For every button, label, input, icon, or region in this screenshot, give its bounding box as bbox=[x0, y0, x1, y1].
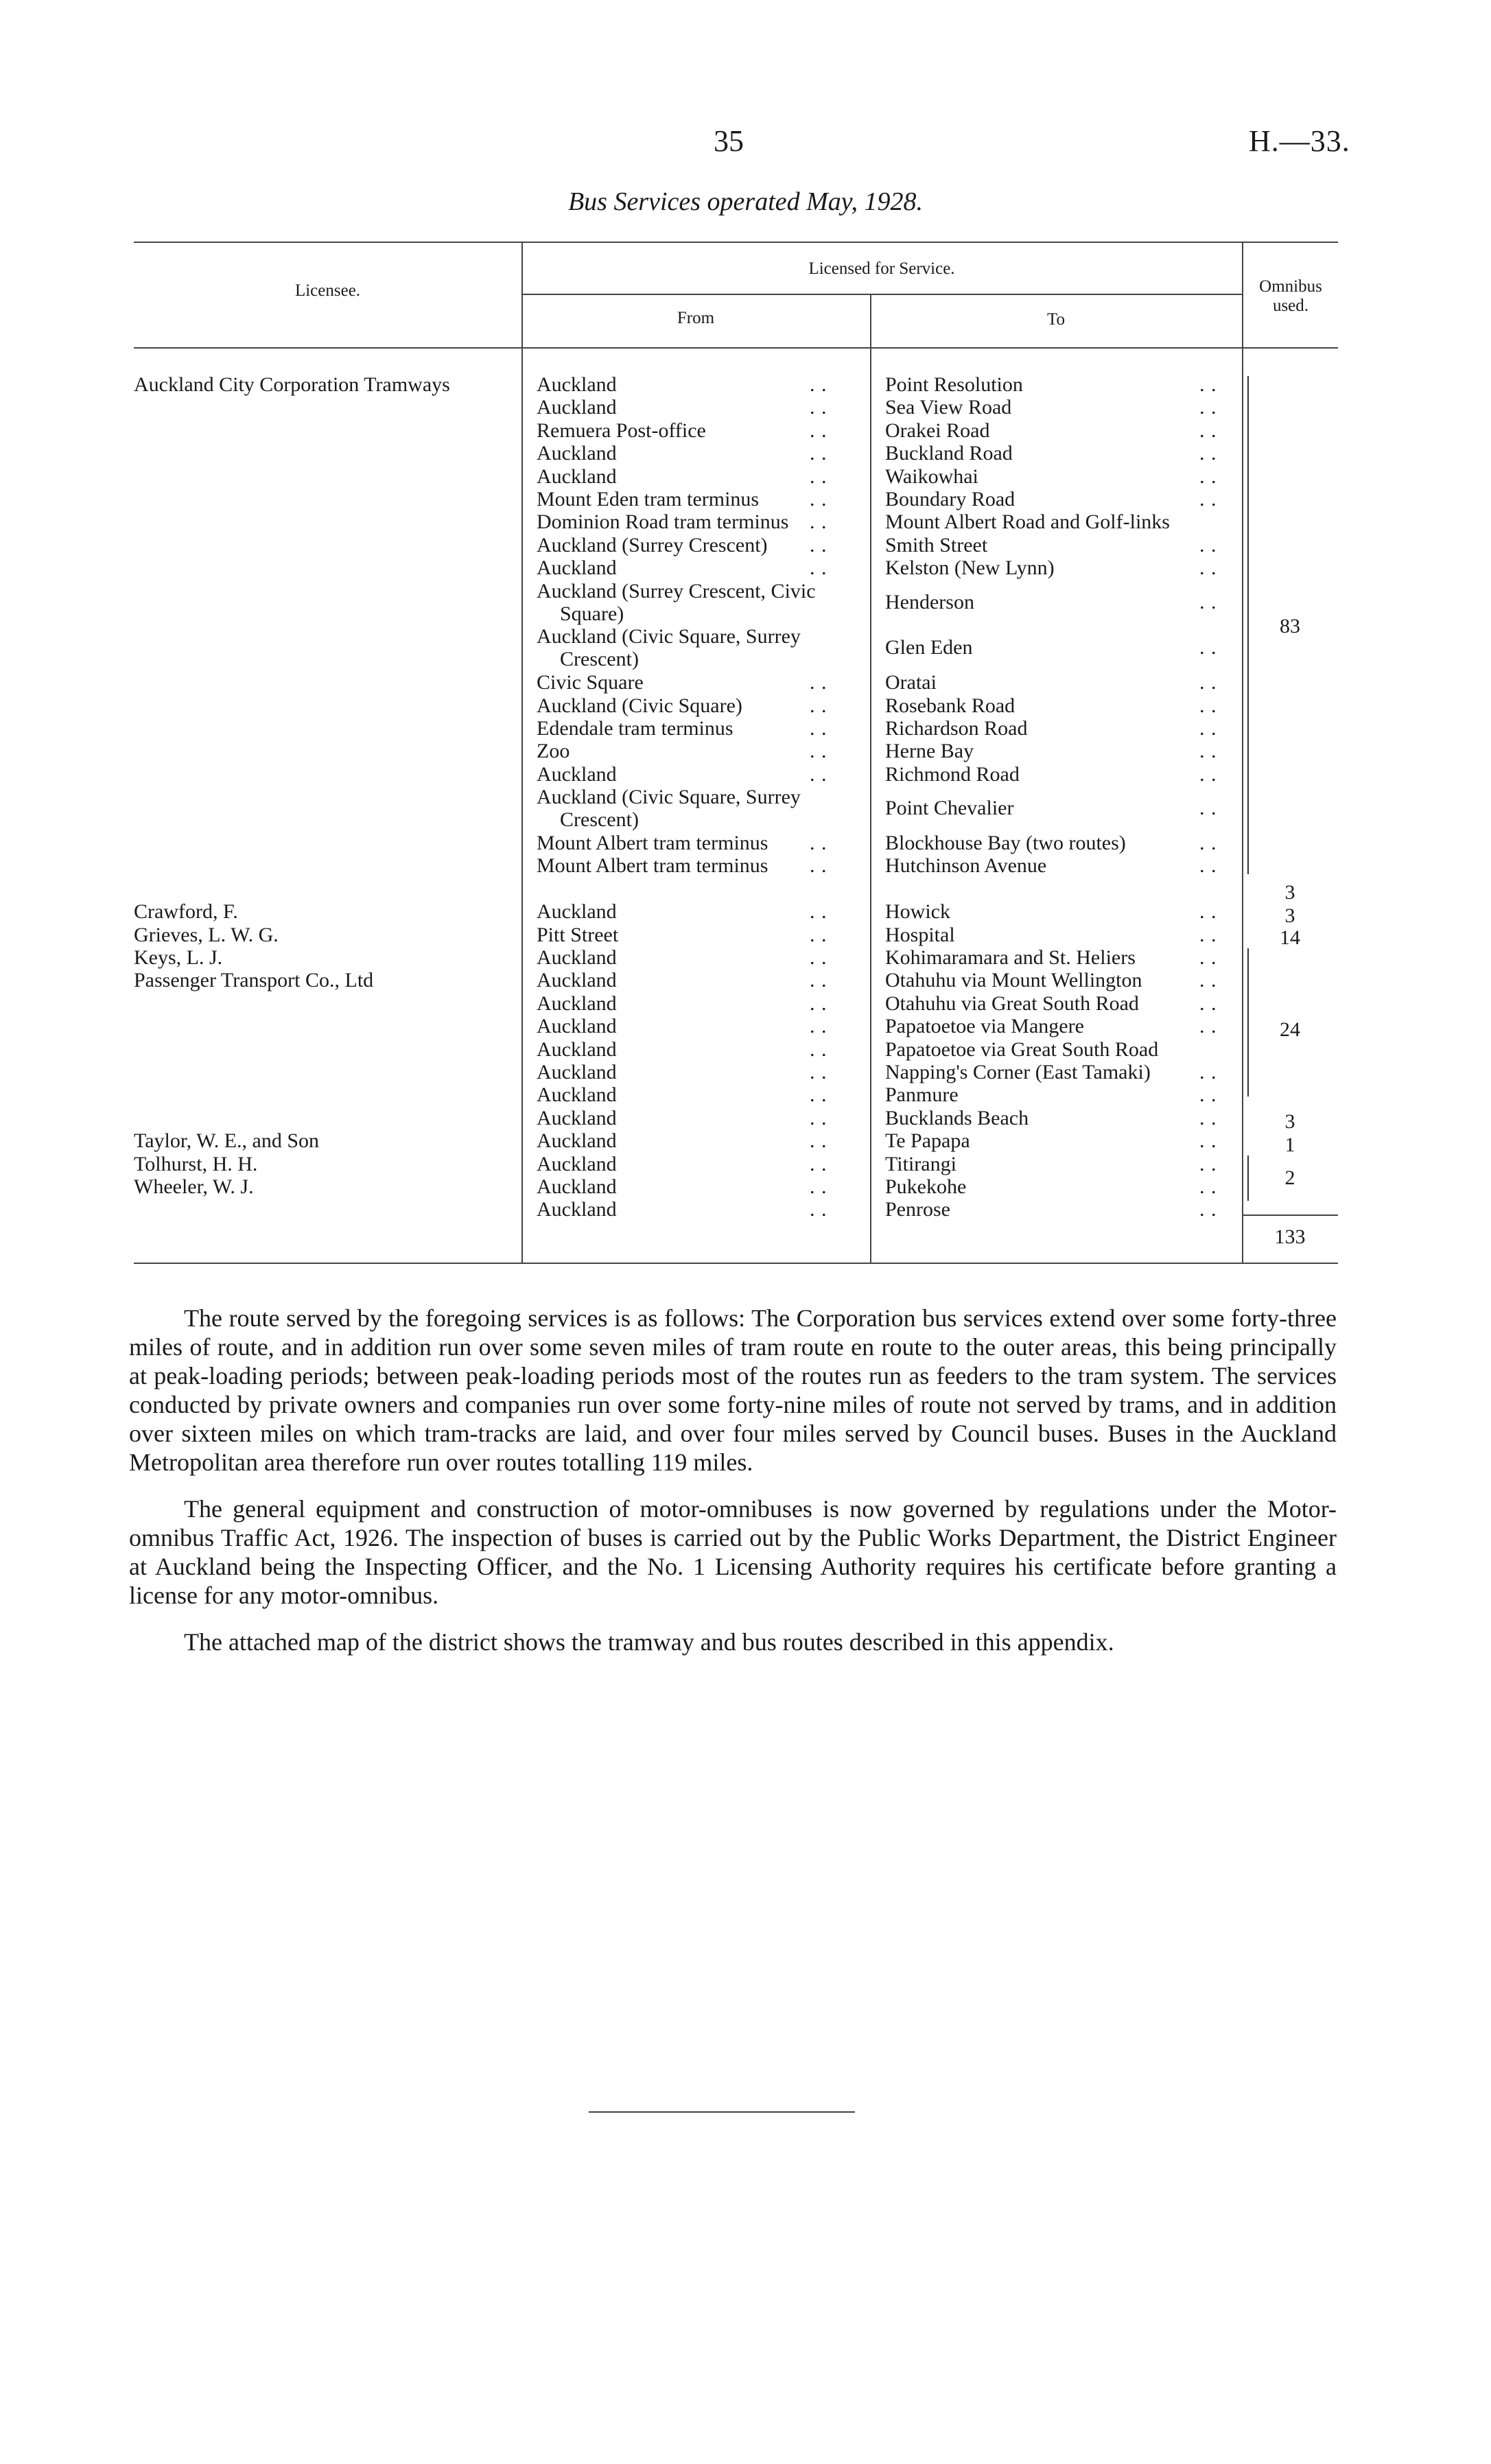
leader-dots: . . bbox=[810, 1083, 827, 1106]
to-cell: Oratai bbox=[885, 671, 937, 694]
page-number: 35 bbox=[714, 124, 744, 158]
leader-dots: . . bbox=[810, 1107, 827, 1129]
leader-dots: . . bbox=[1199, 1061, 1217, 1083]
leader-dots: . . bbox=[1199, 636, 1217, 659]
leader-dots: . . bbox=[1199, 694, 1217, 717]
leader-dots: . . bbox=[810, 396, 827, 419]
leader-dots: . . bbox=[1199, 969, 1217, 992]
to-cell: Sea View Road bbox=[885, 396, 1012, 419]
to-cell: Papatoetoe via Mangere bbox=[885, 1015, 1084, 1037]
count-total: 133 bbox=[1274, 1225, 1306, 1248]
leader-dots: . . bbox=[1199, 717, 1217, 740]
leader-dots: . . bbox=[1199, 1107, 1217, 1129]
leader-dots: . . bbox=[810, 694, 827, 717]
count-wheeler: 2 bbox=[1284, 1166, 1295, 1189]
header-bottom-rule bbox=[134, 347, 1338, 349]
to-cell: Kelston (New Lynn) bbox=[885, 556, 1055, 579]
licensed-for-service-rule bbox=[521, 294, 1242, 295]
to-cell: Kohimaramara and St. Heliers bbox=[885, 946, 1136, 969]
to-cell: Bucklands Beach bbox=[885, 1107, 1029, 1129]
leader-dots: . . bbox=[810, 534, 827, 556]
leader-dots: . . bbox=[810, 946, 827, 969]
paragraph-equipment: The general equipment and construction of motor-omnibuses is now governed by regulations under the Motor-omnibus Traffic Act, 1926. The inspection of buses is carried out by the Public Works Department, the District Engineer at Auckland being the Inspecting Officer, and the No. 1 Licensing Authority requires his certificate before granting a license for any motor-omnibus. bbox=[129, 1495, 1337, 1609]
leader-dots: . . bbox=[1199, 924, 1217, 946]
from-cell: Mount Eden tram terminus bbox=[537, 488, 760, 511]
to-cell: Smith Street bbox=[885, 534, 988, 556]
leader-dots: . . bbox=[810, 671, 827, 694]
from-cell: Auckland bbox=[537, 1015, 617, 1037]
leader-dots: . . bbox=[1199, 488, 1217, 511]
header-from: From bbox=[677, 309, 715, 327]
from-cell: Auckland bbox=[537, 946, 617, 969]
licensee-cell: Crawford, F. bbox=[134, 900, 238, 923]
leader-dots: . . bbox=[1199, 797, 1217, 819]
from-cell: Mount Albert tram terminus bbox=[537, 832, 768, 854]
document-reference: H.—33. bbox=[1249, 124, 1350, 158]
leader-dots: . . bbox=[810, 740, 827, 762]
leader-dots: . . bbox=[810, 924, 827, 946]
from-cell: Auckland bbox=[537, 969, 617, 992]
from-cell: Auckland bbox=[537, 442, 617, 465]
leader-dots: . . bbox=[1199, 1175, 1217, 1198]
to-cell: Blockhouse Bay (two routes) bbox=[885, 832, 1126, 854]
leader-dots: . . bbox=[810, 373, 827, 396]
leader-dots: . . bbox=[810, 1129, 827, 1152]
leader-dots: . . bbox=[810, 900, 827, 923]
count-tolhurst: 1 bbox=[1284, 1134, 1295, 1156]
licensee-cell: Keys, L. J. bbox=[134, 946, 223, 969]
licensee-cell: Taylor, W. E., and Son bbox=[134, 1129, 320, 1152]
table-top-rule bbox=[134, 242, 1338, 243]
from-cell: Dominion Road tram terminus bbox=[537, 511, 789, 533]
to-cell: Hutchinson Avenue bbox=[885, 854, 1047, 877]
licensee-cell: Wheeler, W. J. bbox=[134, 1175, 254, 1198]
leader-dots: . . bbox=[1199, 671, 1217, 694]
from-cell: Zoo bbox=[537, 740, 570, 762]
leader-dots: . . bbox=[1199, 373, 1217, 396]
from-cell: Auckland (Civic Square, Surrey Crescent) bbox=[537, 625, 801, 670]
leader-dots: . . bbox=[1199, 465, 1217, 488]
to-cell: Napping's Corner (East Tamaki) bbox=[885, 1061, 1151, 1083]
licensee-cell: Auckland City Corporation Tramways bbox=[134, 373, 450, 396]
leader-dots: . . bbox=[1199, 419, 1217, 442]
licensee-cell: Passenger Transport Co., Ltd bbox=[134, 969, 374, 992]
paragraph-routes: The route served by the foregoing services is as follows: The Corporation bus services extend over some forty-three miles of route, and in addition run over some seven miles of tram route en route to the outer areas, this being principally at peak-loading periods; between peak-loading periods most of the routes run as feeders to the tram system. The services conducted by private owners and companies run over some forty-nine miles of route not served by trams, and in addition over sixteen miles on which tram-tracks are laid, and over four miles served by Council buses. Buses in the Auckland Metropolitan area therefore run over routes totalling 119 miles. bbox=[129, 1304, 1337, 1476]
leader-dots: . . bbox=[1199, 992, 1217, 1015]
leader-dots: . . bbox=[810, 832, 827, 854]
leader-dots: . . bbox=[810, 1015, 827, 1037]
leader-dots: . . bbox=[810, 1038, 827, 1061]
leader-dots: . . bbox=[810, 1153, 827, 1175]
leader-dots: . . bbox=[1199, 946, 1217, 969]
count-keys: 14 bbox=[1280, 926, 1300, 949]
leader-dots: . . bbox=[1199, 591, 1217, 613]
leader-dots: . . bbox=[1199, 900, 1217, 923]
to-cell: Mount Albert Road and Golf-links bbox=[885, 511, 1170, 533]
leader-dots: . . bbox=[1199, 1083, 1217, 1106]
leader-dots: . . bbox=[1199, 854, 1217, 877]
from-cell: Pitt Street bbox=[537, 924, 619, 946]
leader-dots: . . bbox=[810, 465, 827, 488]
from-cell: Auckland (Surrey Crescent, Civic Square) bbox=[537, 580, 816, 625]
leader-dots: . . bbox=[1199, 832, 1217, 854]
leader-dots: . . bbox=[810, 442, 827, 465]
from-cell: Auckland bbox=[537, 465, 617, 488]
licensee-cell: Grieves, L. W. G. bbox=[134, 924, 279, 946]
leader-dots: . . bbox=[810, 556, 827, 579]
leader-dots: . . bbox=[810, 1061, 827, 1083]
from-cell: Civic Square bbox=[537, 671, 644, 694]
leader-dots: . . bbox=[1199, 1015, 1217, 1037]
from-cell: Auckland bbox=[537, 992, 617, 1015]
leader-dots: . . bbox=[1199, 442, 1217, 465]
header-to: To bbox=[1046, 310, 1066, 329]
from-cell: Auckland bbox=[537, 373, 617, 396]
to-cell: Glen Eden bbox=[885, 636, 973, 659]
from-cell: Auckland bbox=[537, 1038, 617, 1061]
table-caption: Bus Services operated May, 1928. bbox=[567, 187, 924, 216]
leader-dots: . . bbox=[1199, 1153, 1217, 1175]
from-cell: Remuera Post-office bbox=[537, 419, 706, 442]
count-passenger-transport: 24 bbox=[1280, 1018, 1300, 1041]
total-rule bbox=[1243, 1215, 1338, 1216]
to-cell: Titirangi bbox=[885, 1153, 956, 1175]
to-cell: Panmure bbox=[885, 1083, 959, 1106]
leader-dots: . . bbox=[810, 1175, 827, 1198]
leader-dots: . . bbox=[810, 511, 827, 533]
to-cell: Henderson bbox=[885, 591, 974, 613]
leader-dots: . . bbox=[1199, 556, 1217, 579]
to-cell: Pukekohe bbox=[885, 1175, 967, 1198]
to-cell: Otahuhu via Great South Road bbox=[885, 992, 1139, 1015]
from-cell: Auckland (Civic Square) bbox=[537, 694, 742, 717]
from-cell: Auckland bbox=[537, 396, 617, 419]
from-cell: Auckland bbox=[537, 1198, 617, 1221]
from-cell: Auckland (Civic Square, Surrey Crescent) bbox=[537, 786, 801, 831]
from-cell: Auckland bbox=[537, 900, 617, 923]
from-cell: Auckland bbox=[537, 1175, 617, 1198]
to-cell: Orakei Road bbox=[885, 419, 990, 442]
leader-dots: . . bbox=[1199, 1198, 1217, 1221]
to-cell: Te Papapa bbox=[885, 1129, 970, 1152]
from-cell: Auckland bbox=[537, 1153, 617, 1175]
from-column-divider bbox=[521, 242, 523, 1263]
leader-dots: . . bbox=[1199, 534, 1217, 556]
omnibus-column-divider bbox=[1242, 242, 1243, 1263]
to-column-divider bbox=[870, 294, 871, 1263]
licensee-cell: Tolhurst, H. H. bbox=[134, 1153, 258, 1175]
to-cell: Howick bbox=[885, 900, 950, 923]
brace-corporation bbox=[1247, 376, 1256, 874]
header-licensed-for-service: Licensed for Service. bbox=[808, 259, 955, 278]
to-cell: Otahuhu via Mount Wellington bbox=[885, 969, 1142, 992]
to-cell: Penrose bbox=[885, 1198, 950, 1221]
leader-dots: . . bbox=[1199, 396, 1217, 419]
to-cell: Hospital bbox=[885, 924, 955, 946]
table-bottom-rule bbox=[134, 1263, 1338, 1264]
leader-dots: . . bbox=[810, 992, 827, 1015]
to-cell: Point Chevalier bbox=[885, 797, 1014, 819]
brace-passenger-transport bbox=[1247, 948, 1256, 1096]
count-taylor: 3 bbox=[1284, 1110, 1295, 1133]
to-cell: Waikowhai bbox=[885, 465, 978, 488]
count-grieves: 3 bbox=[1284, 904, 1295, 927]
leader-dots: . . bbox=[810, 854, 827, 877]
leader-dots: . . bbox=[1199, 740, 1217, 762]
from-cell: Auckland bbox=[537, 556, 617, 579]
leader-dots: . . bbox=[810, 488, 827, 511]
from-cell: Edendale tram terminus bbox=[537, 717, 733, 740]
leader-dots: . . bbox=[810, 969, 827, 992]
from-cell: Auckland (Surrey Crescent) bbox=[537, 534, 768, 556]
count-crawford: 3 bbox=[1284, 881, 1295, 904]
paragraph-map: The attached map of the district shows the tramway and bus routes described in this appendix. bbox=[184, 1628, 1114, 1656]
to-cell: Buckland Road bbox=[885, 442, 1013, 465]
from-cell: Auckland bbox=[537, 1129, 617, 1152]
to-cell: Point Resolution bbox=[885, 373, 1023, 396]
from-cell: Auckland bbox=[537, 1061, 617, 1083]
from-cell: Auckland bbox=[537, 1107, 617, 1129]
leader-dots: . . bbox=[810, 717, 827, 740]
to-cell: Richardson Road bbox=[885, 717, 1028, 740]
from-cell: Auckland bbox=[537, 1083, 617, 1106]
to-cell: Boundary Road bbox=[885, 488, 1015, 511]
leader-dots: . . bbox=[810, 763, 827, 786]
brace-wheeler bbox=[1247, 1155, 1256, 1201]
from-cell: Auckland bbox=[537, 763, 617, 786]
to-cell: Herne Bay bbox=[885, 740, 974, 762]
header-omnibus-used: Omnibus used. bbox=[1259, 277, 1322, 315]
leader-dots: . . bbox=[810, 1198, 827, 1221]
from-cell: Mount Albert tram terminus bbox=[537, 854, 768, 877]
leader-dots: . . bbox=[810, 419, 827, 442]
end-rule bbox=[589, 2111, 855, 2113]
count-corporation: 83 bbox=[1280, 615, 1300, 637]
leader-dots: . . bbox=[1199, 763, 1217, 786]
leader-dots: . . bbox=[1199, 1129, 1217, 1152]
to-cell: Richmond Road bbox=[885, 763, 1020, 786]
to-cell: Rosebank Road bbox=[885, 694, 1015, 717]
to-cell: Papatoetoe via Great South Road bbox=[885, 1038, 1159, 1061]
header-licensee: Licensee. bbox=[294, 281, 361, 300]
body-text bbox=[129, 1304, 1337, 1674]
